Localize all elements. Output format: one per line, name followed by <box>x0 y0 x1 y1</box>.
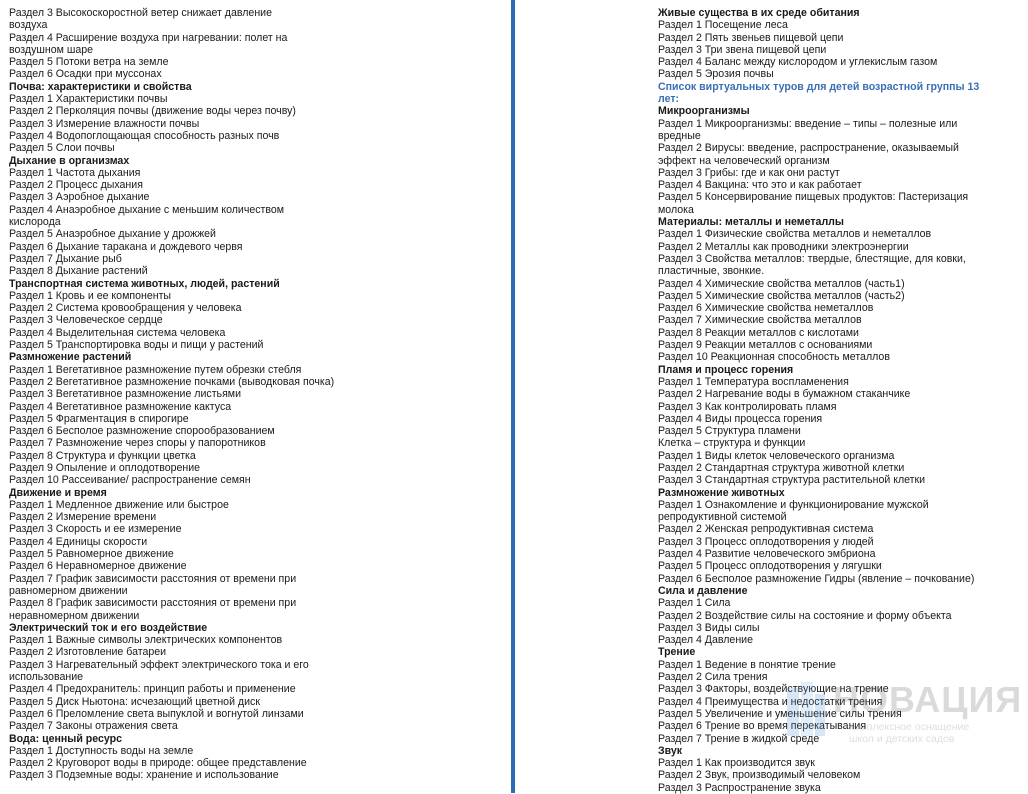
list-item: Раздел 2 Перколяция почвы (движение воды через почву) <box>9 105 296 118</box>
list-item: Раздел 5 Фрагментация в спирогире <box>9 412 189 425</box>
section-heading: Живые существа в их среде обитания <box>658 7 860 19</box>
list-item: Раздел 4 Химические свойства металлов (часть1) <box>658 277 905 290</box>
section-heading: Движение и время <box>9 486 107 499</box>
list-item: неравномерном движении <box>9 609 140 622</box>
list-item: Раздел 7 График зависимости расстояния от времени при <box>9 572 297 585</box>
list-item: пластичные, звонкие. <box>658 265 765 278</box>
list-item: Раздел 4 Баланс между кислородом и углекислым газом <box>658 56 938 69</box>
list-item: Раздел 4 Преимущества и недостатки трения <box>658 695 883 708</box>
list-item: Раздел 7 Законы отражения света <box>9 720 178 733</box>
list-item: Раздел 1 Температура воспламенения <box>658 375 849 388</box>
list-item: Раздел 1 Посещение леса <box>658 19 788 32</box>
list-item: Раздел 2 Звук, производимый человеком <box>658 769 861 782</box>
list-item: Раздел 5 Консервирование пищевых продуктов: Пастеризация <box>658 191 969 204</box>
section-heading: Размножение растений <box>9 351 132 364</box>
list-item: Клетка – структура и функции <box>658 437 806 450</box>
list-item: Раздел 5 Анаэробное дыхание у дрожжей <box>9 228 216 241</box>
list-item: Раздел 3 Как контролировать пламя <box>658 400 837 413</box>
list-item: Раздел 5 Потоки ветра на земле <box>9 56 169 69</box>
list-item: Раздел 2 Вирусы: введение, распространение, оказываемый <box>658 142 959 155</box>
section-heading: Электрический ток и его воздействие <box>9 621 208 634</box>
list-item: Раздел 2 Нагревание воды в бумажном стаканчике <box>658 388 911 401</box>
list-item: вредные <box>658 129 701 142</box>
list-item: Раздел 1 Сила <box>658 597 731 610</box>
list-item: Раздел 6 Преломление света выпуклой и вогнутой линзами <box>9 707 304 720</box>
list-item: равномерном движении <box>9 584 128 597</box>
list-item: Раздел 2 Изготовление батареи <box>9 646 167 659</box>
list-item: Раздел 8 Дыхание растений <box>9 265 148 278</box>
list-item: Раздел 8 Структура и функции цветка <box>9 449 196 462</box>
list-item: использование <box>9 671 84 684</box>
list-item: воздушном шаре <box>9 43 94 56</box>
list-item: Раздел 6 Бесполое размножение спорообразованием <box>9 425 275 438</box>
list-item: Раздел 2 Пять звеньев пищевой цепи <box>658 31 844 44</box>
list-item: Раздел 4 Предохранитель: принцип работы и применение <box>9 683 296 696</box>
left-column <box>9 7 339 782</box>
list-item: Раздел 3 Свойства металлов: твердые, блестящие, для ковки, <box>658 252 966 265</box>
list-item: Раздел 4 Выделительная система человека <box>9 326 226 339</box>
list-item: Раздел 10 Реакционная способность металлов <box>658 351 890 364</box>
list-item: Раздел 2 Металлы как проводники электроэнергии <box>658 240 909 253</box>
list-item: Раздел 5 Увеличение и уменьшение силы трения <box>658 707 902 720</box>
list-item: Раздел 8 Реакции металлов с кислотами <box>658 326 859 339</box>
list-item: Раздел 3 Грибы: где и как они растут <box>658 166 840 179</box>
list-item: Раздел 2 Сила трения <box>658 671 768 684</box>
list-item: Раздел 7 Размножение через споры у папоротников <box>9 437 266 450</box>
section-heading: Дыхание в организмах <box>9 154 130 167</box>
list-item: Раздел 1 Медленное движение или быстрое <box>9 498 229 511</box>
column-divider <box>511 0 515 793</box>
list-item: Раздел 3 Подземные воды: хранение и использование <box>9 769 279 782</box>
list-item: Раздел 3 Скорость и ее измерение <box>9 523 182 536</box>
list-item: Раздел 4 Анаэробное дыхание с меньшим количеством <box>9 203 285 216</box>
list-item: Раздел 1 Физические свойства металлов и неметаллов <box>658 228 932 241</box>
list-item: Раздел 4 Вегетативное размножение кактуса <box>9 400 232 413</box>
watermark-subtitle-line2: школ и детских садов <box>849 733 955 745</box>
list-item: Раздел 3 Три звена пищевой цепи <box>658 43 827 56</box>
list-item: Раздел 1 Вегетативное размножение путем обрезки стебля <box>9 363 302 376</box>
list-item: Раздел 4 Давление <box>658 634 753 647</box>
list-item: эффект на человеческий организм <box>658 154 830 167</box>
list-item: Раздел 2 Измерение времени <box>9 511 157 524</box>
list-item: кислорода <box>9 216 61 229</box>
list-item: Раздел 7 Трение в жидкой среде <box>658 732 820 745</box>
right-column <box>658 7 988 794</box>
list-item: Раздел 5 Химические свойства металлов (часть2) <box>658 289 905 302</box>
list-item: Раздел 3 Человеческое сердце <box>9 314 163 327</box>
list-item: Раздел 2 Вегетативное размножение почками (выводковая почка) <box>9 375 335 388</box>
list-item: Раздел 6 Химические свойства неметаллов <box>658 302 874 315</box>
list-item: Раздел 3 Факторы, воздействующие на трение <box>658 683 889 696</box>
watermark-title: НОВАЦИЯ <box>833 679 1023 720</box>
list-item: Раздел 1 Как производится звук <box>658 757 815 770</box>
section-heading: Трение <box>658 646 696 659</box>
list-item: Раздел 3 Виды силы <box>658 621 760 634</box>
list-item: Раздел 2 Воздействие силы на состояние и форму объекта <box>658 609 952 622</box>
list-item: Раздел 1 Кровь и ее компоненты <box>9 289 172 302</box>
list-item: Раздел 3 Нагревательный эффект электрического тока и его <box>9 658 309 671</box>
list-item: Раздел 7 Дыхание рыб <box>9 252 122 265</box>
list-item: Раздел 5 Процесс оплодотворения у лягушки <box>658 560 882 573</box>
watermark-subtitle-line1: комплексное оснащение <box>849 721 970 733</box>
list-item: Раздел 5 Транспортировка воды и пищи у растений <box>9 339 264 352</box>
section-heading: Вода: ценный ресурс <box>9 732 123 745</box>
section-heading: Транспортная система животных, людей, растений <box>9 277 280 290</box>
section-heading: Материалы: металлы и неметаллы <box>658 216 844 229</box>
list-item: Раздел 3 Измерение влажности почвы <box>9 117 200 130</box>
list-item: Раздел 4 Расширение воздуха при нагревании: полет на <box>9 31 288 44</box>
list-item: Раздел 3 Стандартная структура растительной клетки <box>658 474 926 487</box>
list-item: Раздел 2 Система кровообращения у человека <box>9 302 242 315</box>
list-item: Раздел 4 Развитие человеческого эмбриона <box>658 548 876 561</box>
section-heading: Размножение животных <box>658 486 785 499</box>
section-heading: Список виртуальных туров для детей возрастной группы 13 лет: <box>658 80 980 106</box>
list-item: Раздел 3 Процесс оплодотворения у людей <box>658 535 874 548</box>
list-item: Раздел 2 Круговорот воды в природе: общее представление <box>9 757 307 770</box>
list-item: Раздел 5 Слои почвы <box>9 142 115 155</box>
list-item: Раздел 1 Доступность воды на земле <box>9 744 194 757</box>
list-item: Раздел 2 Женская репродуктивная система <box>658 523 874 536</box>
list-item: Раздел 3 Высокоскоростной ветер снижает давление <box>9 7 272 19</box>
list-item: воздуха <box>9 19 48 32</box>
list-item: Раздел 5 Равномерное движение <box>9 548 174 561</box>
section-heading: Сила и давление <box>658 584 748 597</box>
list-item: Раздел 6 Бесполое размножение Гидры (явление – почкование) <box>658 572 975 585</box>
list-item: репродуктивной системой <box>658 511 787 524</box>
list-item: Раздел 6 Дыхание таракана и дождевого червя <box>9 240 243 253</box>
list-item: Раздел 5 Структура пламени <box>658 425 801 438</box>
list-item: Раздел 6 Трение во время перекатывания <box>658 720 867 733</box>
list-item: Раздел 3 Распространение звука <box>658 781 821 794</box>
section-heading: Почва: характеристики и свойства <box>9 80 192 93</box>
list-item: Раздел 1 Частота дыхания <box>9 166 141 179</box>
list-item: Раздел 3 Вегетативное размножение листьями <box>9 388 242 401</box>
list-item: Раздел 1 Ознакомление и функционирование мужской <box>658 498 929 511</box>
list-item: Раздел 4 Водопоглощающая способность разных почв <box>9 129 280 142</box>
list-item: Раздел 5 Диск Ньютона: исчезающий цветной диск <box>9 695 260 708</box>
list-item: Раздел 2 Стандартная структура животной клетки <box>658 461 905 474</box>
list-item: Раздел 6 Осадки при муссонах <box>9 68 162 81</box>
section-heading: Микроорганизмы <box>658 105 750 118</box>
list-item: Раздел 1 Характеристики почвы <box>9 93 168 106</box>
list-item: Раздел 4 Виды процесса горения <box>658 412 823 425</box>
list-item: Раздел 2 Процесс дыхания <box>9 179 143 192</box>
list-item: Раздел 1 Виды клеток человеческого организма <box>658 449 895 462</box>
list-item: Раздел 1 Важные символы электрических компонентов <box>9 634 283 647</box>
list-item: Раздел 5 Эрозия почвы <box>658 68 774 81</box>
list-item: Раздел 3 Аэробное дыхание <box>9 191 150 204</box>
list-item: Раздел 4 Вакцина: что это и как работает <box>658 179 862 192</box>
list-item: Раздел 1 Ведение в понятие трение <box>658 658 836 671</box>
list-item: Раздел 9 Реакции металлов с основаниями <box>658 339 873 352</box>
list-item: Раздел 9 Опыление и оплодотворение <box>9 461 201 474</box>
section-heading: Звук <box>658 744 683 757</box>
list-item: молока <box>658 203 694 216</box>
list-item: Раздел 8 График зависимости расстояния от времени при <box>9 597 297 610</box>
list-item: Раздел 6 Неравномерное движение <box>9 560 187 573</box>
list-item: Раздел 7 Химические свойства металлов <box>658 314 862 327</box>
section-heading: Пламя и процесс горения <box>658 363 794 376</box>
list-item: Раздел 1 Микроорганизмы: введение – типы – полезные или <box>658 117 958 130</box>
list-item: Раздел 10 Рассеивание/ распространение семян <box>9 474 251 487</box>
list-item: Раздел 4 Единицы скорости <box>9 535 148 548</box>
